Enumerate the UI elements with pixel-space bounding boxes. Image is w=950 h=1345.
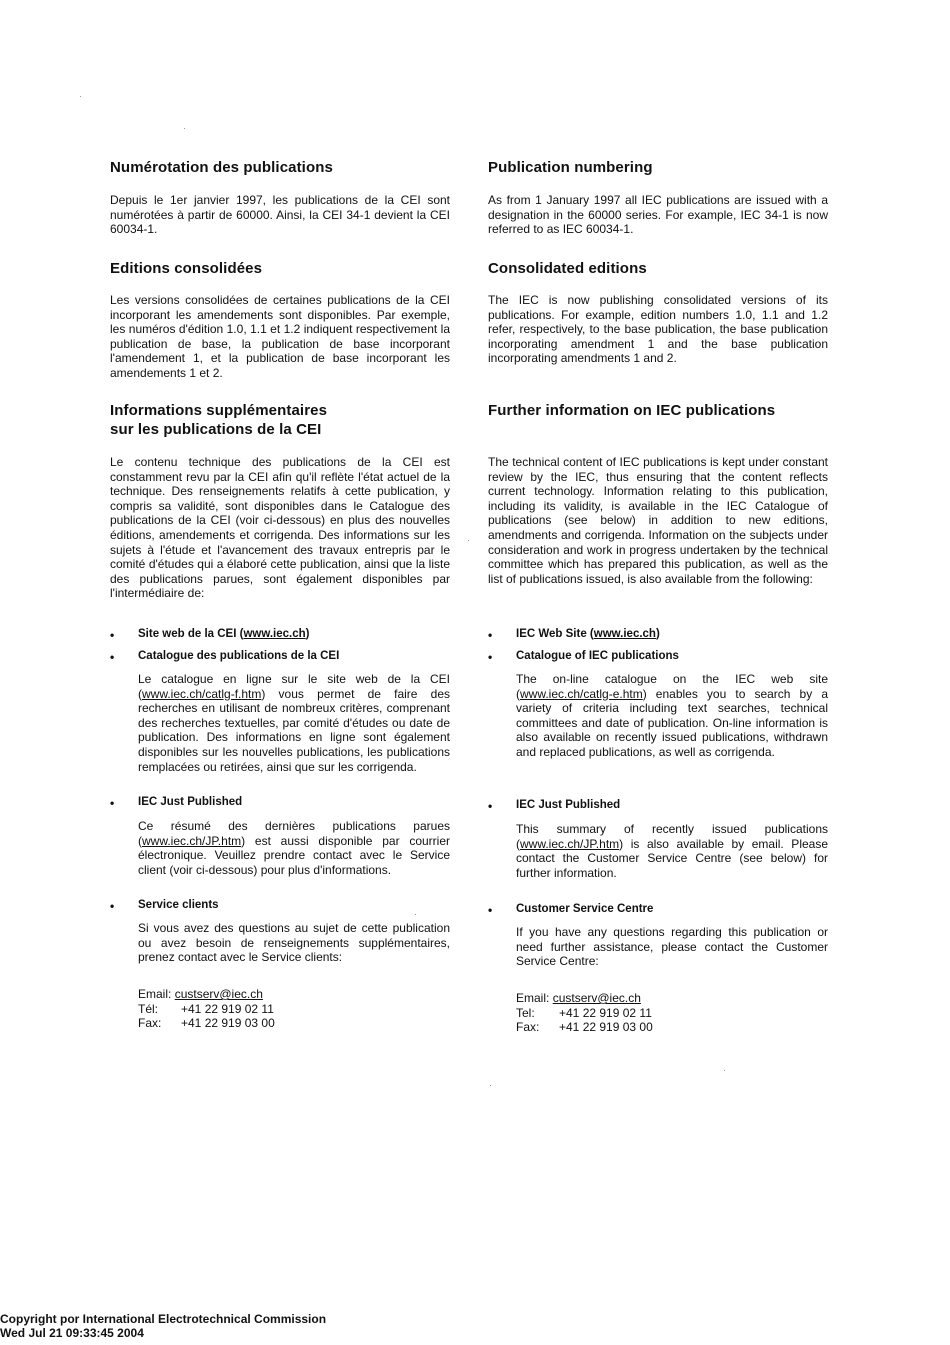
fr-section-title: Editions consolidées — [110, 260, 263, 277]
en-section-body: The IEC is now publishing consolidated versions of its publications. For example, edition numbers 1.0, 1.1 and 1.2 refer, respectively, to the base publication, the base publication incorporating amendment 1 and the base publication incorporating amendments 1 and 2. — [488, 293, 828, 366]
fr-section-body: Depuis le 1er janvier 1997, les publications de la CEI sont numérotées à partir de 60000. Ainsi, la CEI 34-1 devient la CEI 60034-1. — [110, 193, 450, 237]
email-label: Email: — [516, 991, 550, 1005]
en-body-text: ) is also available by email. Please contact the Customer Service Centre (see below) for further information. — [516, 836, 828, 880]
fr-bullet-body — [138, 672, 450, 774]
en-section-numbering — [488, 158, 828, 237]
en-section-body: As from 1 January 1997 all IEC publications are issued with a designation in the 60000 series. For example, IEC 34-1 is now referred to as IEC 60034-1. — [488, 193, 828, 237]
en-section-consolidated — [488, 259, 828, 366]
fr-section-title-line2: sur les publications de la CEI — [110, 421, 322, 438]
fr-section-body: Le contenu technique des publications de la CEI est constamment revu par la CEI afin qu'il reflète l'état actuel de la technique. Des renseignements relatifs à cette publication, y compris sa validité, sont disponibles dans le Catalogue des publications de la CEI (voir ci-dessous) en plus des nouvelles éditions, amendements et corrigenda. Des informations sur les sujets à l'étude et l'avancement des travaux entrepris par le comité d'études qui a élaboré cette publication, ainsi que la liste des publications parues, sont également disponibles par l'intermédiaire de: — [110, 455, 450, 601]
en-section-body: The technical content of IEC publications is kept under constant review by the IEC, thus ensuring that the content reflects current technology. Information relating to this publication, including its validity, is available in the IEC Catalogue of publications (see below) in addition to new editions, amendments and corrigenda. Information on the subjects under consideration and work in progress undertaken by the technical committee which has prepared this publication, as well as the list of publications issued, is also available from the following: — [488, 455, 828, 586]
en-bullet-title-text: IEC Web Site ( — [516, 628, 594, 640]
tel-value: +41 22 919 02 11 — [559, 1005, 652, 1020]
en-bullet-title: IEC Just Published — [516, 799, 621, 811]
scan-speck — [80, 96, 81, 97]
fr-section-title-line1: Informations supplémentaires — [110, 402, 328, 419]
fr-contact-block — [138, 987, 450, 1031]
en-bullet-body — [516, 822, 828, 880]
fr-body-text: ) est aussi disponible par courrier électronique. Veuillez prendre contact avec le Service client (voir ci-dessous) pour plus d'informations. — [138, 833, 450, 877]
bullet-glyph: • — [488, 903, 493, 917]
fax-label: Fax: — [516, 1020, 540, 1035]
scan-speck — [184, 128, 185, 129]
fr-bullet-body — [138, 819, 450, 877]
fr-bullet-title: Service clients — [138, 899, 219, 911]
tel-value: +41 22 919 02 11 — [181, 1001, 274, 1016]
fr-body-text: ) vous permet de faire des recherches en utilisant de nombreux critères, comprenant des recherches textuelles, par comité d'études ou date de publication. Des informations en ligne sont également disponibles sur les nouvelles publications, les publications remplacées ou retirées, ainsi que sur les corrigenda. — [138, 686, 450, 774]
en-body-text: The on-line catalogue on the IEC web site ( — [516, 672, 828, 701]
email-label: Email: — [138, 987, 172, 1001]
copyright-footer — [0, 1312, 326, 1340]
scan-speck — [490, 1085, 491, 1086]
fax-label: Fax: — [138, 1016, 162, 1031]
fr-section-further-info — [110, 401, 450, 601]
fr-bullet-title — [138, 628, 310, 640]
en-email-link[interactable]: custserv@iec.ch — [552, 991, 641, 1005]
fax-value: +41 22 919 03 00 — [559, 1020, 653, 1035]
fr-bullet-body: Si vous avez des questions au sujet de cette publication ou avez besoin de renseignements supplémentaires, prenez contact avec le Service clients: — [138, 921, 450, 965]
fr-body-text: Ce résumé des dernières publications parues ( — [138, 819, 450, 848]
bullet-glyph: • — [110, 796, 115, 810]
tel-label: Tél: — [138, 1001, 159, 1016]
bullet-glyph: • — [488, 650, 493, 664]
en-contact-block — [516, 991, 828, 1035]
en-bullet-title — [516, 628, 660, 640]
en-section-further-info — [488, 401, 828, 586]
tel-label: Tel: — [516, 1005, 535, 1020]
fr-section-title: Numérotation des publications — [110, 159, 333, 176]
en-bullet-title: Catalogue of IEC publications — [516, 650, 679, 662]
en-body-text: ) enables you to search by a variety of criteria including text searches, technical committees and date of publication. On-line information is also available on recently issued publications, withdrawn and replaced publications, as well as corrigenda. — [516, 686, 828, 759]
fr-bullet-title-end: ) — [305, 628, 310, 640]
fax-value: +41 22 919 03 00 — [181, 1016, 275, 1031]
fr-jp-link[interactable]: www.iec.ch/JP.htm — [142, 833, 242, 848]
scan-speck — [724, 1070, 725, 1071]
scan-speck — [468, 540, 469, 541]
en-jp-link[interactable]: www.iec.ch/JP.htm — [520, 836, 620, 851]
en-body-text: This summary of recently issued publications ( — [516, 822, 828, 851]
fr-bullet-title: IEC Just Published — [138, 796, 243, 808]
bullet-glyph: • — [488, 799, 493, 813]
en-website-link[interactable]: www.iec.ch — [593, 628, 656, 640]
bullet-glyph: • — [110, 628, 115, 642]
fr-section-body: Les versions consolidées de certaines publications de la CEI incorporant les amendements sont disponibles. Par exemple, les numéros d'édition 1.0, 1.1 et 1.2 indiquent respectivement la publication de base, la publication de base incorporant l'amendement 1, et la publication de base incorporant les amendements 1 et 2. — [110, 293, 450, 380]
en-section-title: Consolidated editions — [488, 260, 647, 277]
fr-catalogue-link[interactable]: www.iec.ch/catlg-f.htm — [142, 686, 262, 701]
fr-email-link[interactable]: custserv@iec.ch — [174, 987, 263, 1001]
bullet-glyph: • — [488, 628, 493, 642]
en-catalogue-link[interactable]: www.iec.ch/catlg-e.htm — [520, 686, 643, 701]
bullet-glyph: • — [110, 899, 115, 913]
en-bullet-body: If you have any questions regarding this publication or need further assistance, please contact the Customer Service Centre: — [516, 925, 828, 969]
fr-bullet-title-text: Site web de la CEI ( — [138, 628, 244, 640]
en-section-title: Publication numbering — [488, 159, 653, 176]
fr-section-consolidated — [110, 259, 450, 381]
en-section-title: Further information on IEC publications — [488, 402, 776, 419]
fr-website-link[interactable]: www.iec.ch — [243, 628, 306, 640]
en-bullet-title-end: ) — [655, 628, 660, 640]
footer-timestamp: Wed Jul 21 09:33:45 2004 — [0, 1326, 144, 1340]
en-bullet-title: Customer Service Centre — [516, 903, 654, 915]
footer-copyright-line: Copyright por International Electrotechnical Commission — [0, 1312, 327, 1326]
bullet-glyph: • — [110, 650, 115, 664]
fr-body-text: Le catalogue en ligne sur le site web de la CEI ( — [138, 672, 450, 701]
fr-bullet-title: Catalogue des publications de la CEI — [138, 650, 340, 662]
scan-speck — [415, 914, 416, 915]
fr-section-numbering — [110, 158, 450, 237]
en-bullet-body — [516, 672, 828, 760]
